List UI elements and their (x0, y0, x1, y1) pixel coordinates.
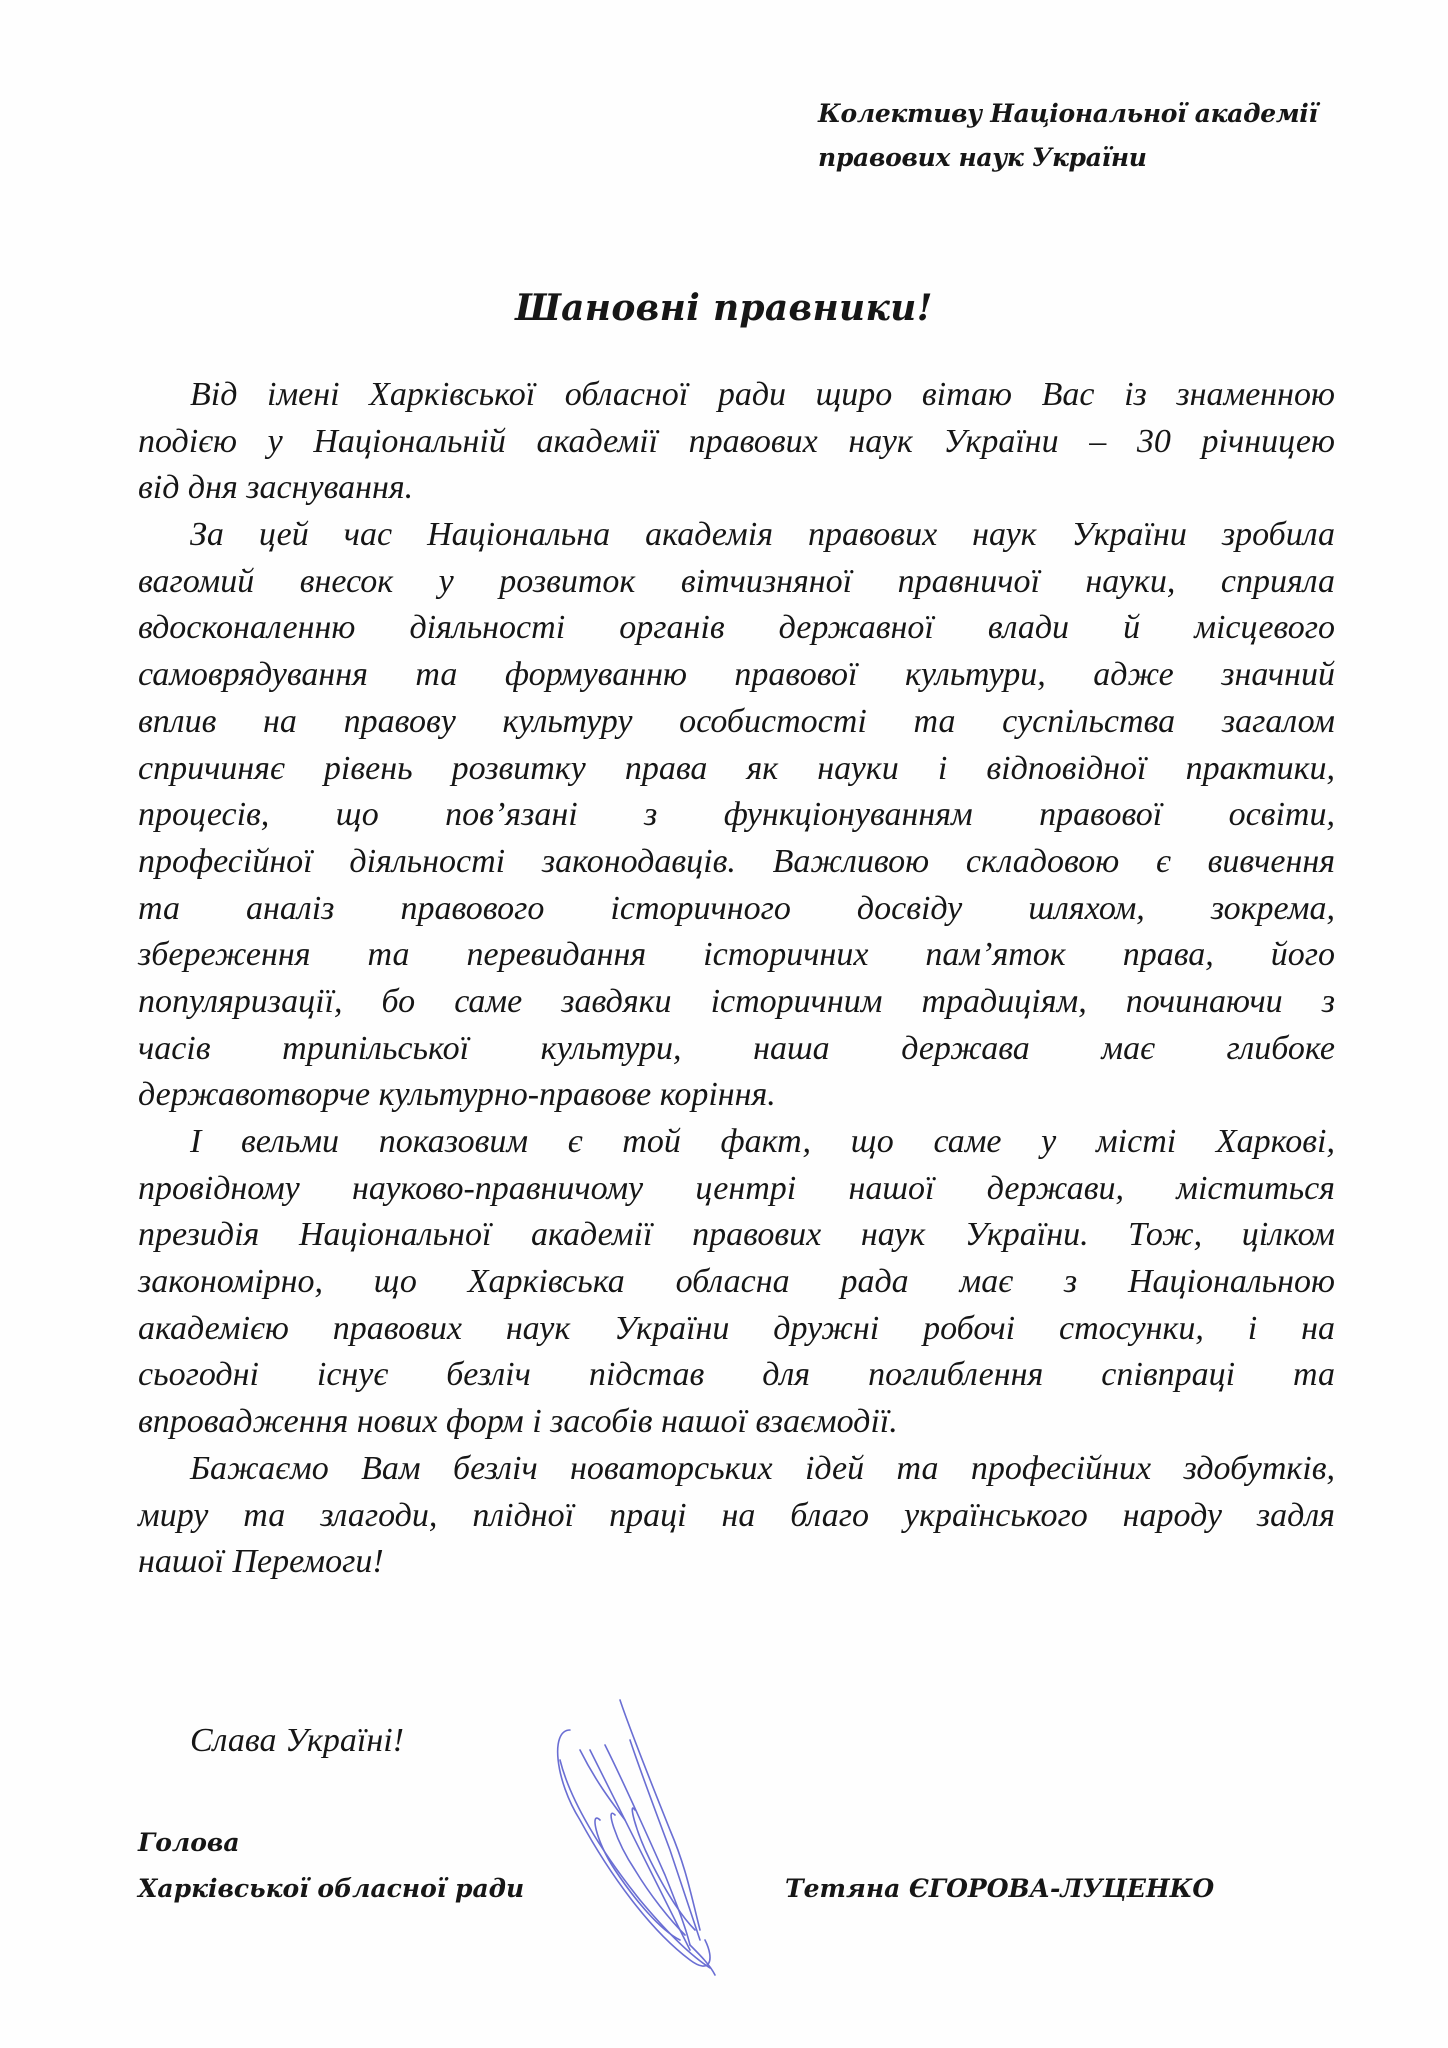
text-line: часів трипільської культури, наша держава має глибоке (138, 1029, 1335, 1067)
text-line: Бажаємо Вам безліч новаторських ідей та професійних здобутків, (190, 1449, 1335, 1487)
paragraph (138, 1446, 1335, 1586)
addressee-block (818, 92, 1318, 180)
text-line: вдосконаленню діяльності органів державної влади й місцевого (138, 609, 1335, 647)
text-line: професійної діяльності законодавців. Важливою складовою є вивчення (138, 842, 1335, 880)
signatory-title-line: Харківської обласної ради (138, 1874, 525, 1903)
paragraph (138, 1119, 1335, 1446)
text-line: президія Національної академії правових наук України. Тож, цілком (138, 1216, 1335, 1254)
greeting-heading: Шановні правники! (515, 287, 933, 329)
text-line: подією у Національній академії правових наук України – 30 річницею (138, 422, 1335, 460)
text-line: від дня заснування. (138, 469, 414, 507)
letter-body (138, 372, 1335, 1586)
closing-salutation: Слава Україні! (190, 1722, 404, 1759)
text-line: та аналіз правового історичного досвіду шляхом, зокрема, (138, 889, 1335, 927)
text-line: провідному науково-правничому центрі нашої держави, міститься (138, 1169, 1335, 1207)
signatory-title-line: Голова (138, 1828, 240, 1857)
text-line: Від імені Харківської обласної ради щиро вітаю Вас із знаменною (190, 376, 1335, 413)
text-line: сьогодні існує безліч підстав для поглиблення співпраці та (138, 1356, 1335, 1394)
text-line: збереження та перевидання історичних пам’яток права, його (138, 936, 1335, 974)
text-line: нашої Перемоги! (138, 1543, 384, 1581)
addressee-line: Колективу Національної академії (818, 99, 1318, 128)
text-line: спричиняє рівень розвитку права як науки і відповідної практики, (138, 749, 1335, 787)
text-line: вагомий внесок у розвиток вітчизняної правничої науки, сприяла (138, 562, 1335, 600)
handwritten-signature-icon (540, 1690, 760, 1980)
text-line: процесів, що пов’язані з функціонуванням правової освіти, (138, 796, 1335, 834)
signatory-name: Тетяна ЄГОРОВА-ЛУЦЕНКО (785, 1874, 1215, 1903)
text-line: закономірно, що Харківська обласна рада має з Національною (138, 1263, 1335, 1301)
text-line: За цей час Національна академія правових наук України зробила (190, 516, 1335, 554)
text-line: впровадження нових форм і засобів нашої взаємодії. (138, 1403, 898, 1441)
addressee-line: правових наук України (818, 143, 1147, 172)
text-line: миру та злагоди, плідної праці на благо українського народу задля (138, 1496, 1335, 1534)
text-line: самоврядування та формуванню правової культури, адже значний (138, 656, 1335, 694)
paragraph (138, 372, 1335, 512)
signatory-title (138, 1820, 524, 1912)
text-line: популяризації, бо саме завдяки історичним традиціям, починаючи з (138, 982, 1335, 1020)
text-line: державотворче культурно-правове коріння. (138, 1076, 776, 1114)
text-line: вплив на правову культуру особистості та суспільства загалом (138, 702, 1335, 740)
text-line: І вельми показовим є той факт, що саме у місті Харкові, (190, 1123, 1335, 1160)
paragraph (138, 512, 1335, 1119)
text-line: академією правових наук України дружні робочі стосунки, і на (138, 1309, 1335, 1347)
